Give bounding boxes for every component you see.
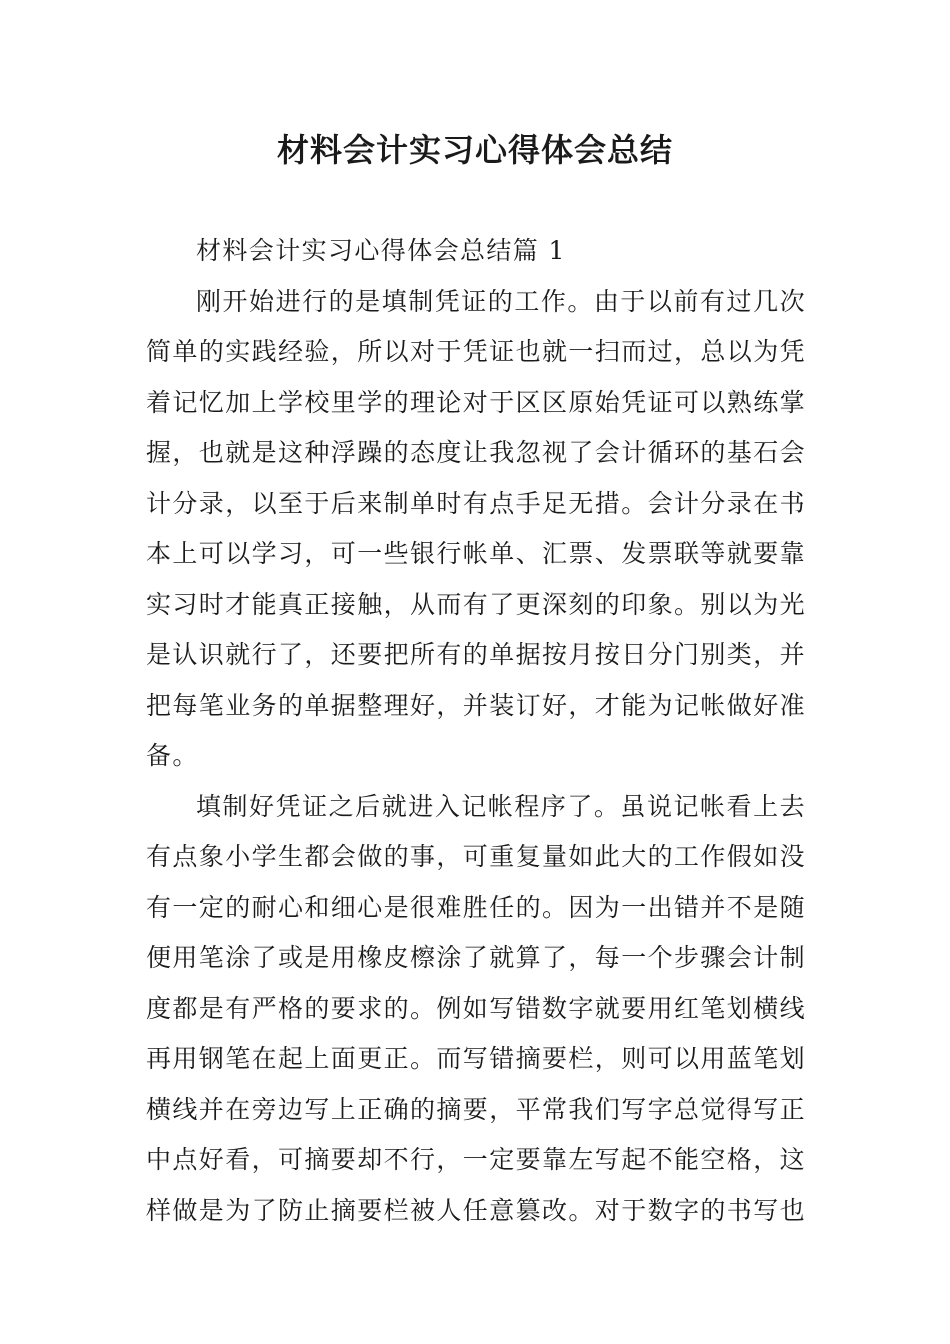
document-body	[146, 226, 806, 1236]
paragraph: 刚开始进行的是填制凭证的工作。由于以前有过几次简单的实践经验，所以对于凭证也就一扫而过，总以为凭着记忆加上学校里学的理论对于区区原始凭证可以熟练掌握，也就是这种浮躁的态度让我忽视了会计循环的基石会计分录，以至于后来制单时有点手足无措。会计分录在书本上可以学习，可一些银行帐单、汇票、发票联等就要靠实习时才能真正接触，从而有了更深刻的印象。别以为光是认识就行了，还要把所有的单据按月按日分门别类，并把每笔业务的单据整理好，并装订好，才能为记帐做好准备。	[146, 286, 807, 770]
paragraph: 填制好凭证之后就进入记帐程序了。虽说记帐看上去有点象小学生都会做的事，可重复量如此大的工作假如没有一定的耐心和细心是很难胜任的。因为一出错并不是随便用笔涂了或是用橡皮檫涂了就算了，每一个步骤会计制度都是有严格的要求的。例如写错数字就要用红笔划横线再用钢笔在起上面更正。而写错摘要栏，则可以用蓝笔划横线并在旁边写上正确的摘要，平常我们写字总觉得写正中点好看，可摘要却不行，一定要靠左写起不能空格，这样做是为了防止摘要栏被人任意篡改。对于数字的书写也	[146, 791, 807, 1225]
document-title: 材料会计实习心得体会总结	[276, 131, 673, 169]
section-heading: 材料会计实习心得体会总结篇 1	[196, 236, 566, 265]
